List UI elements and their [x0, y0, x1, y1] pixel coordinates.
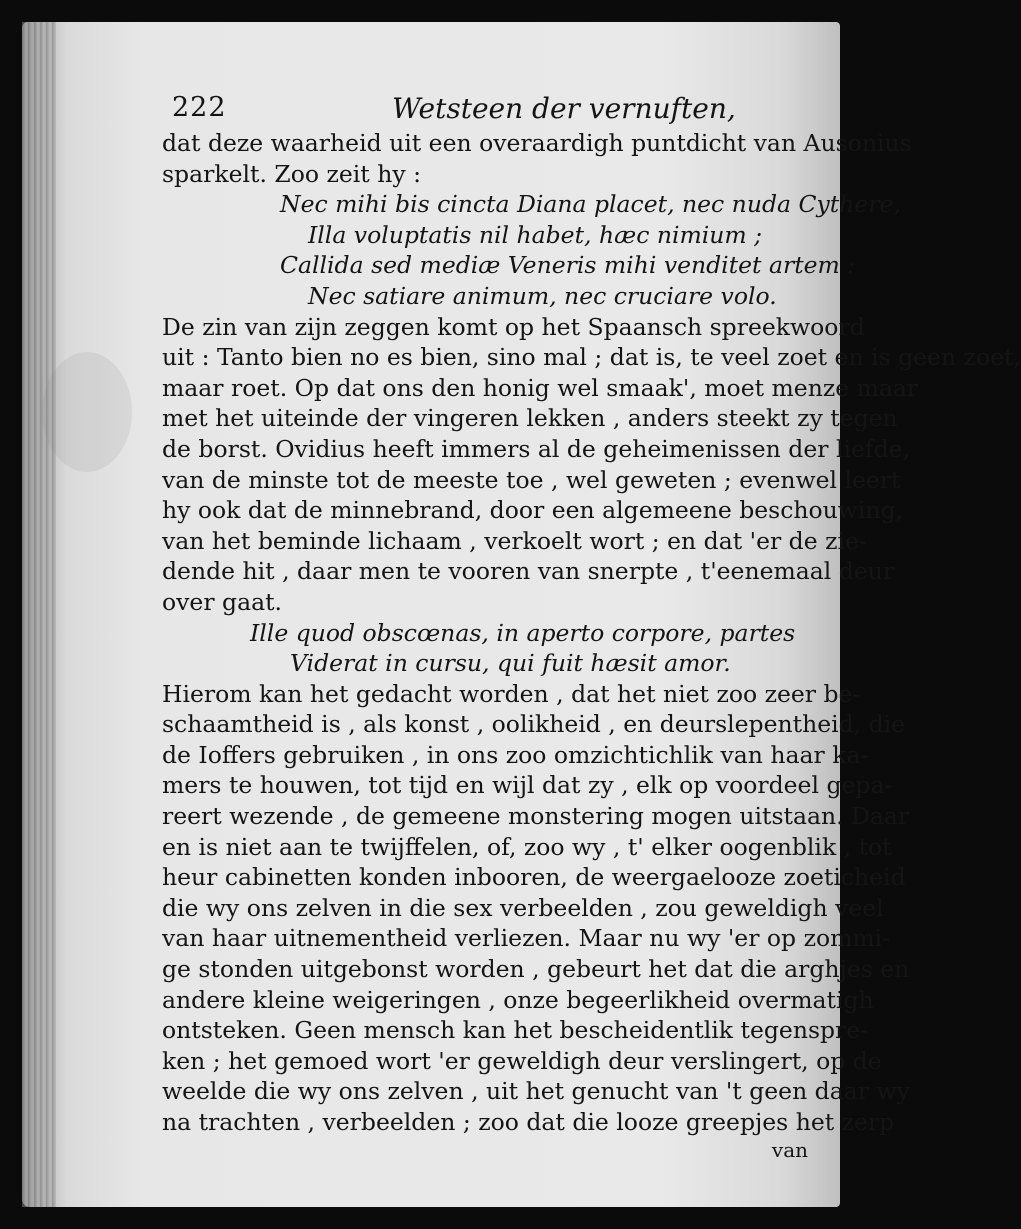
- text-line: weelde die wy ons zelven , uit het genucht van 't geen daar wy: [162, 1077, 910, 1106]
- text-line: uit : Tanto bien no es bien, sino mal ; dat is, te veel zoet en is geen zoet,: [162, 343, 1021, 372]
- paragraph-3: [162, 679, 910, 1138]
- text-line: maar roet. Op dat ons den honig wel smaak', moet menze maar: [162, 373, 919, 402]
- text-line: dat deze waarheid uit een overaardigh puntdicht van Ausonius: [162, 129, 912, 157]
- text-line: ge stonden uitgebonst worden , gebeurt het dat die arghjes en: [162, 955, 910, 984]
- text-line: heur cabinetten konden inbooren, de weergaelooze zoeticheid: [162, 863, 906, 892]
- verse-line: Nec satiare animum, nec cruciare volo.: [308, 281, 777, 310]
- text-line: over gaat.: [162, 587, 283, 616]
- text-line: die wy ons zelven in die sex verbeelden , zou geweldigh veel: [162, 893, 884, 922]
- text-line: ontsteken. Geen mensch kan het bescheidentlik tegenspre-: [162, 1016, 869, 1045]
- verse-line: Callida sed mediæ Veneris mihi venditet artem :: [280, 251, 856, 280]
- text-line: sparkelt. Zoo zeit hy :: [162, 159, 422, 188]
- text-line: schaamtheid is , als konst , oolikheid , en deurslepentheid, die: [162, 710, 906, 739]
- page-text: [162, 92, 1021, 1168]
- text-line: reert wezende , de gemeene monstering mogen uitstaan. Daar: [162, 802, 910, 831]
- text-line: van haar uitnementheid verliezen. Maar nu wy 'er op zommi-: [162, 924, 891, 953]
- running-title: Wetsteen der vernuften,: [392, 92, 736, 125]
- text-line: van het beminde lichaam , verkoelt wort ; en dat 'er de zie-: [162, 526, 867, 555]
- text-line: De zin van zijn zeggen komt op het Spaansch spreekwoord: [162, 312, 865, 341]
- text-line: hy ook dat de minnebrand, door een algemeene beschouwing,: [162, 496, 904, 525]
- text-line: de borst. Ovidius heeft immers al de geheimenissen der liefde,: [162, 434, 910, 463]
- verse-quote-1: [162, 189, 901, 311]
- text-line: van de minste tot de meeste toe , wel geweten ; evenwel leert: [162, 465, 901, 494]
- page-number: 222: [172, 92, 227, 123]
- text-line: met het uiteinde der vingeren lekken , anders steekt zy tegen: [162, 404, 898, 433]
- verse-line: Ille quod obscœnas, in aperto corpore, partes: [250, 618, 796, 647]
- verse-line: Illa voluptatis nil habet, hæc nimium ;: [308, 220, 763, 249]
- text-line: dende hit , daar men te vooren van snerpte , t'eenemaal deur: [162, 557, 895, 586]
- paragraph-2: [162, 312, 1021, 618]
- paper-stain: [42, 352, 132, 472]
- text-line: ken ; het gemoed wort 'er geweldigh deur verslingert, op de: [162, 1046, 882, 1075]
- verse-line: Viderat in cursu, qui fuit hæsit amor.: [290, 649, 731, 678]
- text-line: na trachten , verbeelden ; zoo dat die looze greepjes het zerp: [162, 1108, 895, 1136]
- running-head: [162, 92, 822, 128]
- catchword-row: [162, 1138, 822, 1168]
- text-line: andere kleine weigeringen , onze begeerlikheid overmatigh: [162, 985, 874, 1014]
- page-gutter: [22, 22, 56, 1207]
- text-line: de Ioffers gebruiken , in ons zoo omzichtichlik van haar ka-: [162, 740, 869, 769]
- book-page: [22, 22, 1021, 1207]
- paragraph-1: [162, 128, 912, 189]
- catchword: van: [771, 1137, 808, 1162]
- verse-quote-2: [162, 618, 822, 679]
- text-line: Hierom kan het gedacht worden , dat het niet zoo zeer be-: [162, 679, 861, 708]
- text-line: en is niet aan te twijffelen, of, zoo wy , t' elker oogenblik , tot: [162, 832, 892, 861]
- verse-line: Nec mihi bis cincta Diana placet, nec nuda Cythere,: [280, 190, 901, 219]
- text-line: mers te houwen, tot tijd en wijl dat zy , elk op voordeel gepa-: [162, 771, 893, 800]
